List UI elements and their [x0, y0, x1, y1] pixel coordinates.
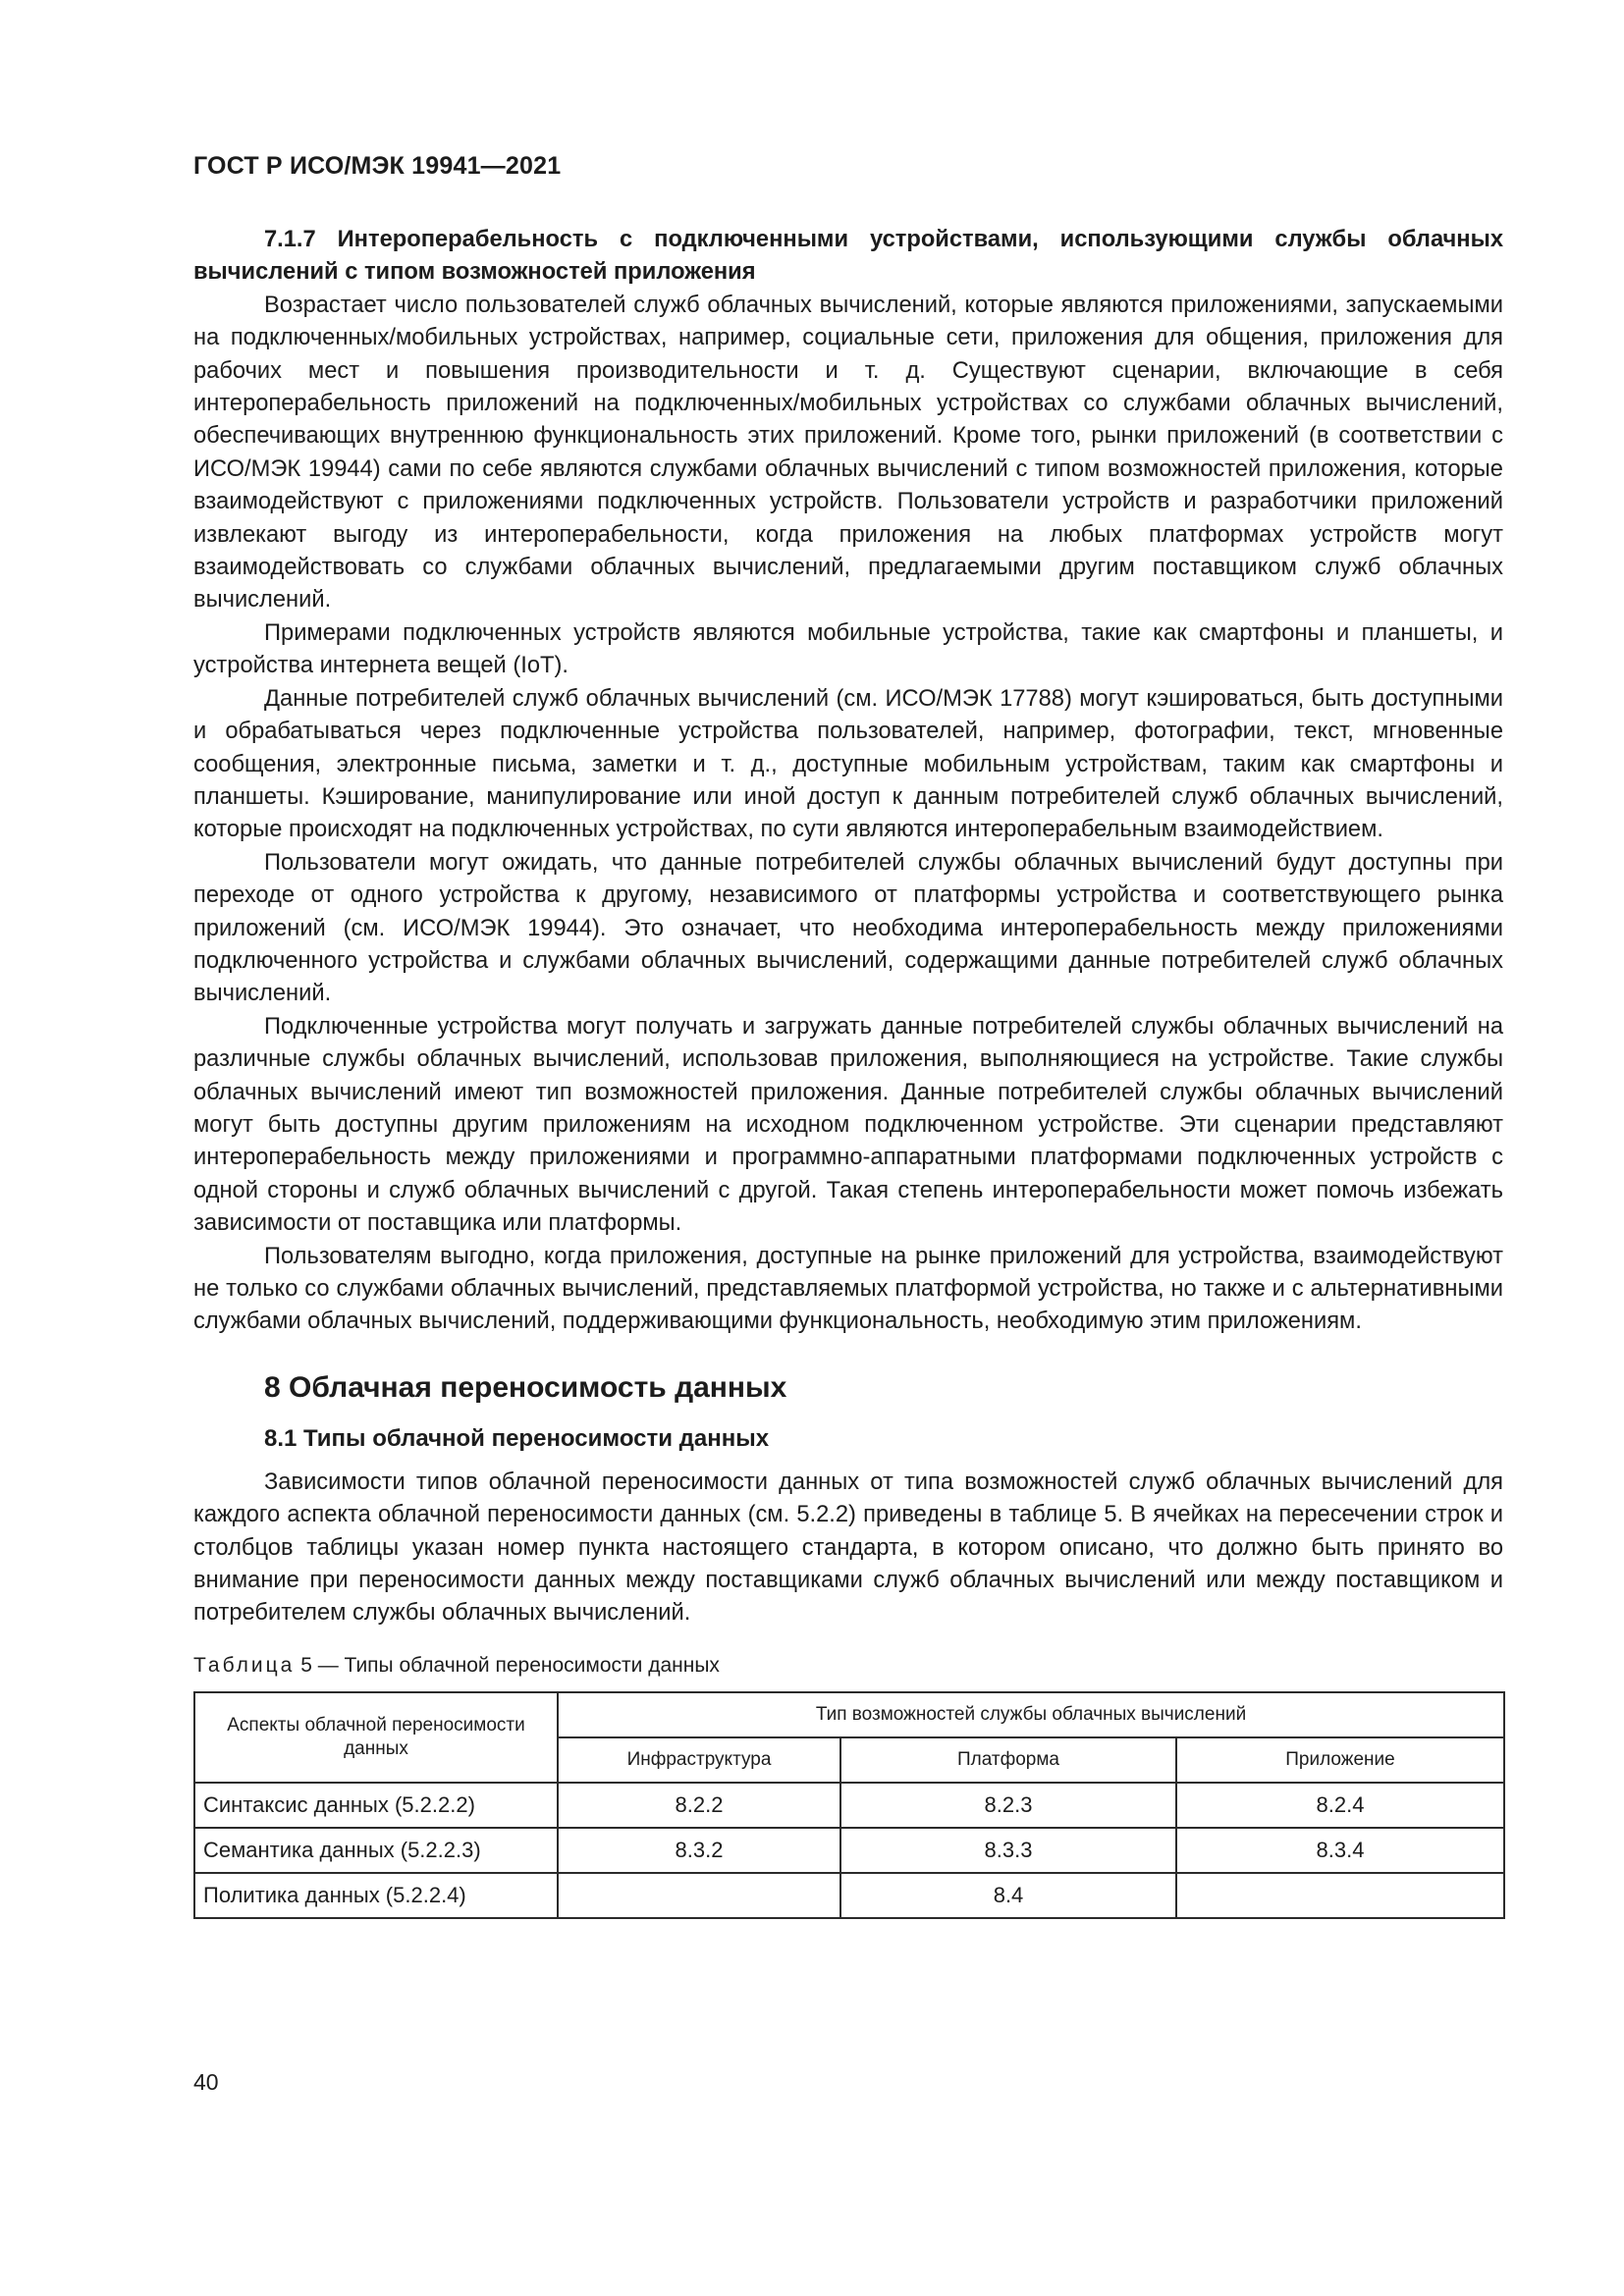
paragraph: Данные потребителей служб облачных вычислений (см. ИСО/МЭК 17788) могут кэшироваться, быть доступными и обрабатываться через подключенные устройства пользователей, например, фотографии, текст, мгновенные сообщения, электронные письма, заметки и т. д., доступные мобильным устройствам, таким как смартфоны и планшеты. Кэширование, манипулирование или иной доступ к данным потребителей служб облачных вычислений, которые происходят на подключенных устройствах, по сути являются интероперабельным взаимодействием.	[193, 685, 1503, 843]
paragraph: Подключенные устройства могут получать и загружать данные потребителей службы облачных вычислений на различные службы облачных вычислений, использовав приложения, выполняющиеся на устройстве. Такие службы облачных вычислений имеют тип возможностей приложения. Данные потребителей службы облачных вычислений могут быть доступны другим приложениям на исходном подключенном устройстве. Эти сценарии представляют интероперабельность между приложениями и программно-аппаратными платформами подключенных устройств с одной стороны и служб облачных вычислений с другой. Такая степень интероперабельности может помочь избежать зависимости от поставщика или платформы.	[193, 1013, 1503, 1237]
column-header-application: Приложение	[1176, 1737, 1504, 1783]
paragraph: Зависимости типов облачной переносимости данных от типа возможностей служб облачных вычислений для каждого аспекта облачной переносимости данных (см. 5.2.2) приведены в таблице 5. В ячейках на пересечении строк и столбцов таблицы указан номер пункта настоящего стандарта, в котором описано, что должно быть принято во внимание при переносимости данных между поставщиками служб облачных вычислений или между поставщиком и потребителем службы облачных вычислений.	[193, 1468, 1503, 1627]
row-label: Политика данных (5.2.2.4)	[194, 1873, 558, 1918]
table-cell: 8.2.3	[840, 1783, 1176, 1828]
document-id-header: ГОСТ Р ИСО/МЭК 19941—2021	[193, 152, 562, 180]
table-row	[194, 1828, 1504, 1873]
section-8-title: 8 Облачная переносимость данных	[264, 1370, 787, 1404]
table-cell: 8.2.2	[558, 1783, 840, 1828]
paragraph: Примерами подключенных устройств являются мобильные устройства, такие как смартфоны и планшеты, и устройства интернета вещей (IoT).	[193, 619, 1503, 679]
paragraph: Возрастает число пользователей служб облачных вычислений, которые являются приложениями, запускаемыми на подключенных/мобильных устройствах, например, социальные сети, приложения для общения, приложения для рабочих мест и повышения производительности и т. д. Существуют сценарии, включающие в себя интероперабельность приложений на подключенных/мобильных устройствах со службами облачных вычислений, обеспечивающих внутреннюю функциональность этих приложений. Кроме того, рынки приложений (в соответствии с ИСО/МЭК 19944) сами по себе являются службами облачных вычислений с типом возможностей приложения, которые взаимодействуют с приложениями подключенных устройств. Пользователи устройств и разработчики приложений извлекают выгоду из интероперабельности, когда приложения на любых платформах устройств могут взаимодействовать со службами облачных вычислений, предлагаемыми другим поставщиком служб облачных вычислений.	[193, 292, 1503, 614]
table-cell-empty	[558, 1873, 840, 1918]
table-cell: 8.3.3	[840, 1828, 1176, 1873]
table-5-caption	[193, 1652, 1503, 1680]
table-cell: 8.4	[840, 1873, 1176, 1918]
column-header-platform: Платформа	[840, 1737, 1176, 1783]
section-8-1-title: 8.1 Типы облачной переносимости данных	[264, 1424, 770, 1452]
table-cell: 8.3.2	[558, 1828, 840, 1873]
page-number: 40	[193, 2069, 219, 2095]
table-5	[193, 1691, 1505, 1919]
row-label: Семантика данных (5.2.2.3)	[194, 1828, 558, 1873]
paragraph: Пользователи могут ожидать, что данные потребителей службы облачных вычислений будут доступны при переходе от одного устройства к другому, независимого от платформы устройства и соответствующего рынка приложений (см. ИСО/МЭК 19944). Это означает, что необходима интероперабельность между приложениями подключенного устройства и службами облачных вычислений, содержащими данные потребителей служб облачных вычислений.	[193, 849, 1503, 1007]
table-cell: 8.3.4	[1176, 1828, 1504, 1873]
page-content	[193, 224, 1503, 1919]
table-caption-text: 5 — Типы облачной переносимости данных	[300, 1653, 720, 1677]
column-header-infrastructure: Инфраструктура	[558, 1737, 840, 1783]
table-caption-label: Таблица	[193, 1653, 296, 1677]
table-cell-empty	[1176, 1873, 1504, 1918]
group-header-cell: Тип возможностей службы облачных вычислений	[558, 1692, 1504, 1737]
table-row	[194, 1873, 1504, 1918]
table-header-row	[194, 1692, 1504, 1737]
corner-header-cell: Аспекты облачной переносимости данных	[194, 1692, 558, 1783]
table-row	[194, 1783, 1504, 1828]
row-label: Синтаксис данных (5.2.2.2)	[194, 1783, 558, 1828]
section-7-1-7-heading: 7.1.7 Интероперабельность с подключенными устройствами, использующими службы облачных вычислений с типом возможностей приложения	[193, 227, 1503, 286]
table-cell: 8.2.4	[1176, 1783, 1504, 1828]
paragraph: Пользователям выгодно, когда приложения, доступные на рынке приложений для устройства, взаимодействуют не только со службами облачных вычислений, представляемых платформой устройства, но также и с альтернативными службами облачных вычислений, поддерживающими функциональность, необходимую этим приложениям.	[193, 1243, 1503, 1335]
